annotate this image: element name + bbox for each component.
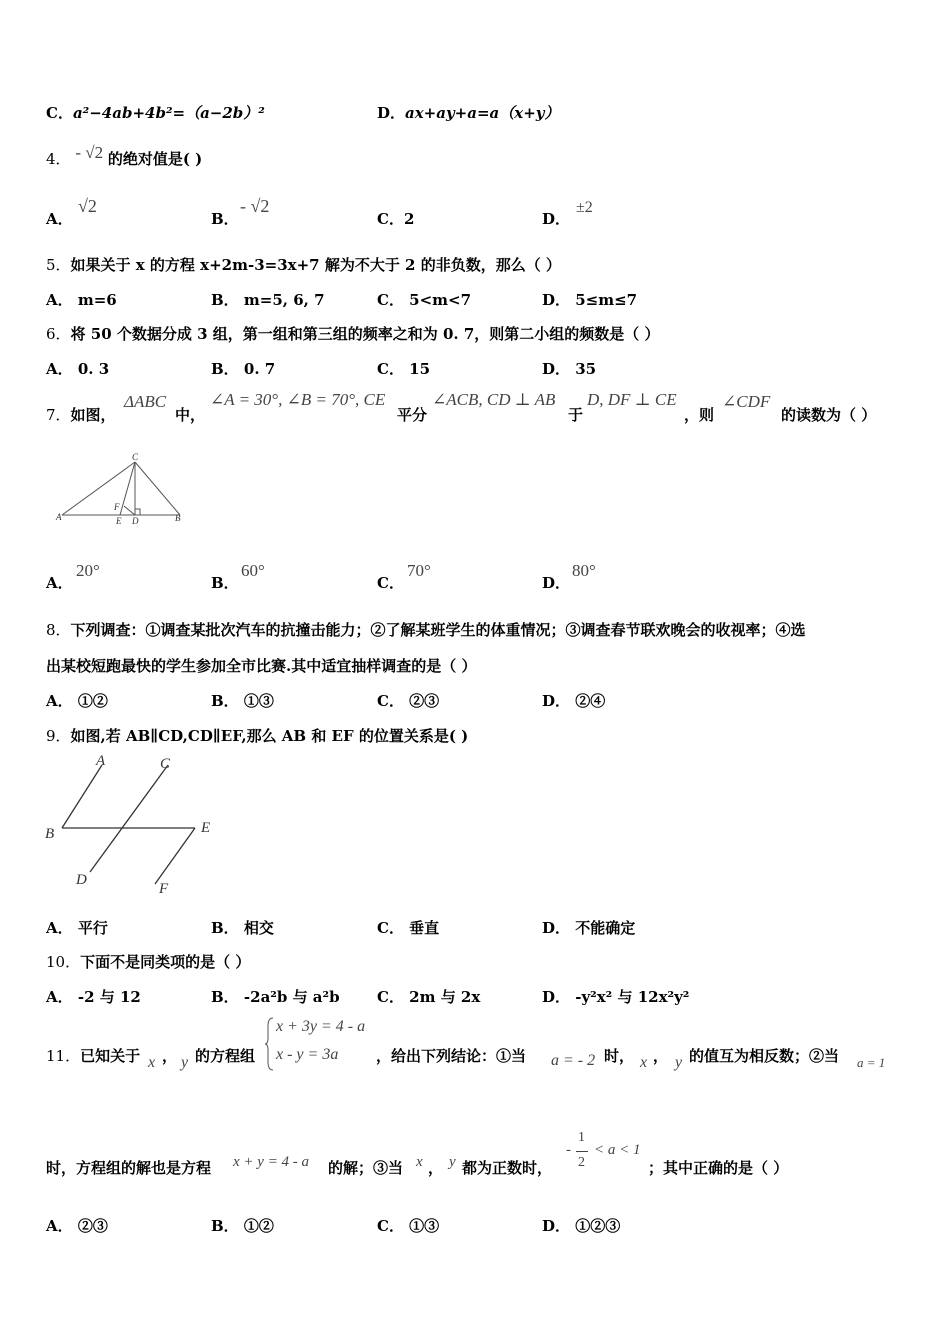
q10-option-b: B． -2a²b 与 a²b xyxy=(211,988,340,1006)
q4-option-d: D． xyxy=(542,210,571,228)
q11-number: 11．已知关于 xyxy=(46,1047,141,1065)
q11-equation-sum: x + y = 4 - a xyxy=(233,1154,310,1170)
q7-option-d: D． xyxy=(542,574,571,592)
q11-cond-a-1: a = 1 xyxy=(857,1055,886,1070)
q7-line-ce xyxy=(120,462,135,515)
q11-ineq-minus: - xyxy=(566,1142,571,1158)
q11-text-system: 的方程组 xyxy=(195,1047,256,1065)
q8-option-a: A． ①② xyxy=(46,692,108,710)
q7-option-b-value: 60° xyxy=(241,561,265,580)
q7-line-cb xyxy=(135,462,180,515)
q7-right-angle-mark xyxy=(135,509,140,515)
q9-option-c: C． 垂直 xyxy=(377,919,440,937)
q7-math-df: D, DF ⊥ CE xyxy=(587,390,677,409)
q7-text-end: 的读数为（ ） xyxy=(781,406,877,424)
q9-label-b: B xyxy=(45,826,55,842)
q9-option-d: D． 不能确定 xyxy=(542,919,636,937)
q7-option-a-value: 20° xyxy=(76,561,100,580)
q7-math-angles: ∠A = 30°, ∠B = 70°, CE xyxy=(210,390,386,409)
q7-label-e: E xyxy=(116,516,122,526)
q9-line-ef xyxy=(155,828,195,884)
q9-option-b: B． 相交 xyxy=(211,919,274,937)
q9-label-d: D xyxy=(76,872,87,888)
q7-text-ze: ，则 xyxy=(684,406,715,424)
q6-option-c: C． 15 xyxy=(377,360,431,378)
q8-option-b: B． ①③ xyxy=(211,692,274,710)
q7-label-b: B xyxy=(175,513,181,523)
q7-line-df xyxy=(124,506,135,515)
q11-cond-a-neg2: a = - 2 xyxy=(551,1052,596,1069)
q11-text-positive: 都为正数时， xyxy=(462,1159,553,1177)
q4-option-a-value: √2 xyxy=(78,196,97,216)
q4-stem: 4． - √2 的绝对值是( ) xyxy=(46,143,203,168)
q11-var-y: y xyxy=(181,1054,189,1071)
q8-stem-line1: 8．下列调查：①调查某批次汽车的抗撞击能力；②了解某班学生的体重情况；③调查春节联欢晚会的收视率；④选 xyxy=(46,621,806,639)
q4-option-b-value: - √2 xyxy=(240,196,270,216)
q4-option-a: A． xyxy=(46,210,73,228)
q11-text-correct: ；其中正确的是（ ） xyxy=(648,1159,789,1177)
q7-text-pingfen: 平分 xyxy=(397,406,428,424)
q9-option-a: A． 平行 xyxy=(46,919,108,937)
q11-comma: ， xyxy=(162,1047,178,1065)
q6-stem: 6．将 50 个数据分成 3 组，第一组和第三组的频率之和为 0. 7，则第二小组的频数是（ ） xyxy=(46,325,660,343)
q9-line-cd xyxy=(90,765,168,872)
q7-text-zhong: 中， xyxy=(175,406,206,424)
q7-option-d-value: 80° xyxy=(572,561,596,580)
q11-text-line2b: 的解；③当 xyxy=(328,1159,404,1177)
q7-text-yu: 于 xyxy=(568,406,584,424)
q7-option-b: B． xyxy=(211,574,239,592)
q9-parallel-figure xyxy=(40,750,230,900)
q7-triangle-figure xyxy=(50,450,200,530)
q4-option-d-value: ±2 xyxy=(576,199,593,216)
q11-var-x: x xyxy=(148,1054,156,1071)
q11-text-conclusions: ，给出下列结论：①当 xyxy=(376,1047,527,1065)
q9-label-a: A xyxy=(96,753,106,769)
q11-brace xyxy=(265,1016,275,1072)
q10-option-a: A． -2 与 12 xyxy=(46,988,141,1006)
q11-var-x-2: x xyxy=(640,1054,648,1071)
q6-option-a: A． 0. 3 xyxy=(46,360,110,378)
q5-option-a: A． m=6 xyxy=(46,291,117,309)
q11-option-d: D． ①②③ xyxy=(542,1217,621,1235)
q7-option-c: C． xyxy=(377,574,404,592)
q11-var-y-2: y xyxy=(675,1054,683,1071)
q11-option-c: C． ①③ xyxy=(377,1217,440,1235)
q5-stem: 5．如果关于 x 的方程 x+2m-3=3x+7 解为不大于 2 的非负数，那么（ ） xyxy=(46,256,561,274)
q7-math-triangle: ΔABC xyxy=(124,392,167,411)
q11-equation-2: x - y = 3a xyxy=(276,1046,339,1063)
q11-frac-numerator: 1 xyxy=(578,1130,585,1145)
q9-label-f: F xyxy=(159,881,169,897)
q11-text-line2a: 时，方程组的解也是方程 xyxy=(46,1159,212,1177)
q4-option-b: B． xyxy=(211,210,239,228)
q11-var-x-3: x xyxy=(416,1154,423,1170)
q11-comma-2: ， xyxy=(653,1047,669,1065)
q5-option-b: B． m=5, 6, 7 xyxy=(211,291,325,309)
q7-label-a: A xyxy=(56,512,62,522)
q11-equation-1: x + 3y = 4 - a xyxy=(276,1018,366,1035)
q7-math-cdf: ∠CDF xyxy=(722,392,771,411)
q11-option-a: A． ②③ xyxy=(46,1217,108,1235)
q4-option-c: C．2 xyxy=(377,210,415,228)
q5-option-c: C． 5<m<7 xyxy=(377,291,472,309)
q9-stem: 9．如图,若 AB∥CD,CD∥EF,那么 AB 和 EF 的位置关系是( ) xyxy=(46,727,469,745)
q7-label-c: C xyxy=(132,452,139,462)
q10-stem: 10．下面不是同类项的是（ ） xyxy=(46,953,251,971)
q11-ineq-right: < a < 1 xyxy=(594,1142,641,1158)
q6-option-d: D． 35 xyxy=(542,360,597,378)
q11-var-y-3: y xyxy=(449,1154,456,1170)
q7-math-perp: ∠ACB, CD ⊥ AB xyxy=(432,390,556,409)
q9-label-e: E xyxy=(201,820,211,836)
q9-line-ab xyxy=(62,765,102,828)
q7-option-a: A． xyxy=(46,574,73,592)
q7-line-ac xyxy=(62,462,135,515)
q11-text-opposite: 的值互为相反数；②当 xyxy=(689,1047,840,1065)
q6-option-b: B． 0. 7 xyxy=(211,360,276,378)
q9-label-c: C xyxy=(160,756,171,772)
q11-option-b: B． ①② xyxy=(211,1217,274,1235)
q3-option-c: C．a²−4ab+4b²=（a−2b）² xyxy=(46,104,265,122)
q11-text-shi: 时， xyxy=(604,1047,635,1065)
q8-option-c: C． ②③ xyxy=(377,692,440,710)
q3-option-d: D．ax+ay+a=a（x+y） xyxy=(377,104,560,122)
q7-label-d: D xyxy=(132,516,139,526)
q7-option-c-value: 70° xyxy=(407,561,431,580)
q8-stem-line2: 出某校短跑最快的学生参加全市比赛.其中适宜抽样调查的是（ ） xyxy=(46,657,477,675)
q11-comma-3: ， xyxy=(428,1159,444,1177)
q10-option-d: D． -y²x² 与 12x²y² xyxy=(542,988,690,1006)
q8-option-d: D． ②④ xyxy=(542,692,606,710)
q7-number: 7．如图， xyxy=(46,406,116,424)
q7-label-f: F xyxy=(114,502,120,512)
q5-option-d: D． 5≤m≤7 xyxy=(542,291,638,309)
q11-frac-denominator: 2 xyxy=(578,1155,585,1170)
q10-option-c: C． 2m 与 2x xyxy=(377,988,481,1006)
q11-frac-bar xyxy=(576,1151,588,1152)
